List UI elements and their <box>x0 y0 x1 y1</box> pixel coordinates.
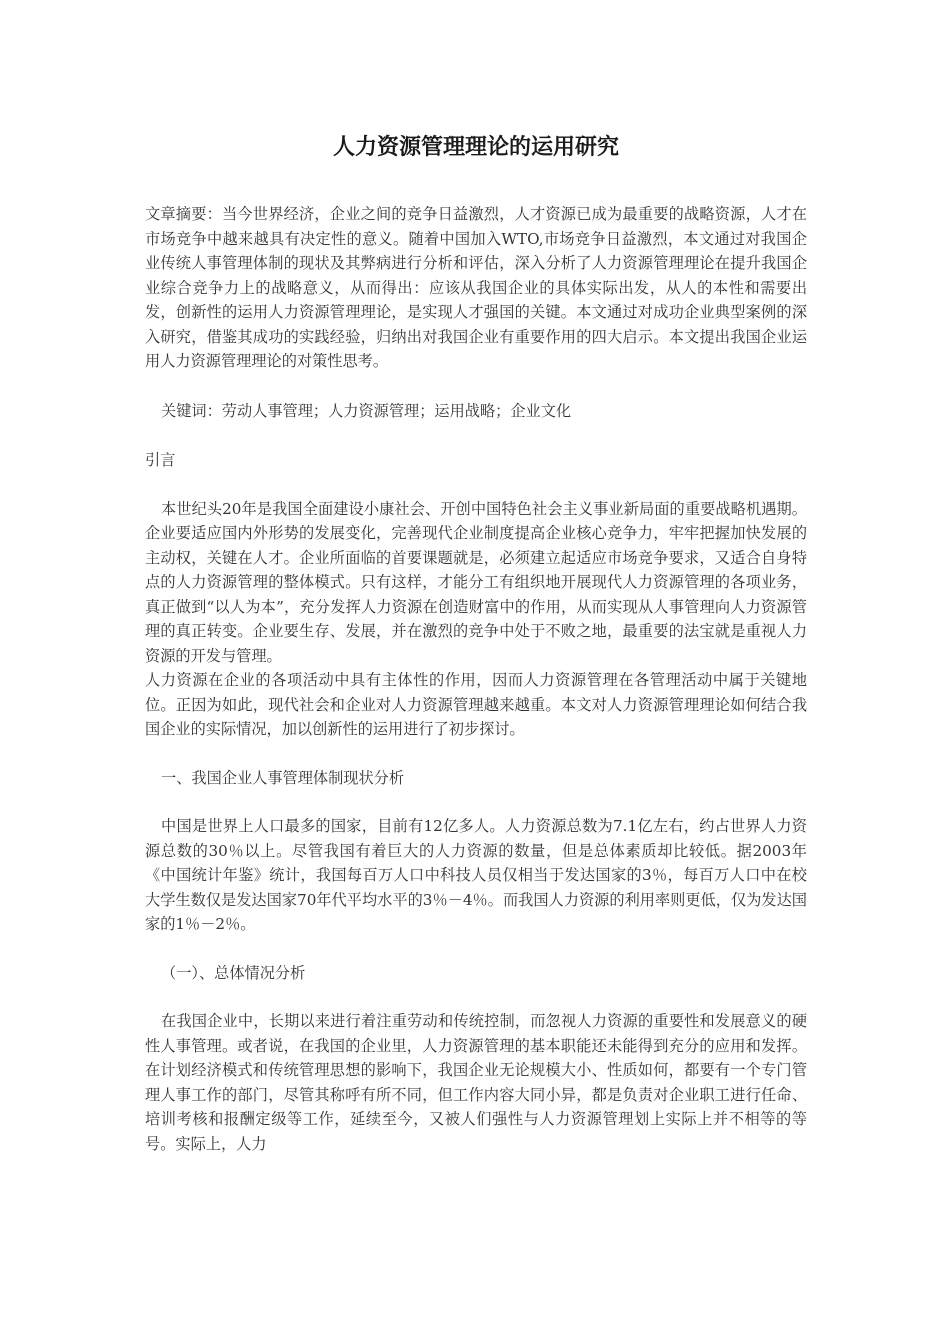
subsection-1-paragraph: 在我国企业中，长期以来进行着注重劳动和传统控制，而忽视人力资源的重要性和发展意义的硬性人事管理。或者说，在我国的企业里，人力资源管理的基本职能还未能得到充分的应用和发挥。在计划经济模式和传统管理思想的影响下，我国企业无论规模大小、性质如何，都要有一个专门管理人事工作的部门，尽管其称呼有所不同，但工作内容大同小异，都是负责对企业职工进行任命、培训考核和报酬定级等工作，延续至今，又被人们强性与人力资源管理划上实际上并不相等的等号。实际上，人力 <box>145 1012 807 1153</box>
document-page <box>145 132 807 1156</box>
intro-paragraph-2: 人力资源在企业的各项活动中具有主体性的作用，因而人力资源管理在各管理活动中属于关键地位。正因为如此，现代社会和企业对人力资源管理越来越重。本文对人力资源管理理论如何结合我国企业的实际情况，加以创新性的运用进行了初步探讨。 <box>145 671 807 738</box>
document-title: 人力资源管理理论的运用研究 <box>332 134 619 160</box>
section-heading-1: 一、我国企业人事管理体制现状分析 <box>161 768 404 787</box>
abstract-paragraph: 文章摘要：当今世界经济，企业之间的竞争日益激烈，人才资源已成为最重要的战略资源，人才在市场竞争中越来越具有决定性的意义。随着中国加入WTO,市场竞争日益激烈，本文通过对我国企业传统人事管理体制的现状及其弊病进行分析和评估，深入分析了人力资源管理理论在提升我国企业综合竞争力上的战略意义，从而得出：应该从我国企业的具体实际出发，从人的本性和需要出发，创新性的运用人力资源管理理论，是实现人才强国的关键。本文通过对成功企业典型案例的深入研究，借鉴其成功的实践经验，归纳出对我国企业有重要作用的四大启示。本文提出我国企业运用人力资源管理理论的对策性思考。 <box>145 205 807 370</box>
intro-paragraph-1: 本世纪头20年是我国全面建设小康社会、开创中国特色社会主义事业新局面的重要战略机遇期。企业要适应国内外形势的发展变化，完善现代企业制度提高企业核心竞争力，牢牢把握加快发展的主动权，关键在人才。企业所面临的首要课题就是，必须建立起适应市场竞争要求，又适合自身特点的人力资源管理的整体模式。只有这样，才能分工有组织地开展现代人力资源管理的各项业务，真正做到“以人为本”，充分发挥人力资源在创造财富中的作用，从而实现从人事管理向人力资源管理的真正转变。企业要生存、发展，并在激烈的竞争中处于不败之地，最重要的法宝就是重视人力资源的开发与管理。 <box>145 499 807 665</box>
keywords-line: 关键词：劳动人事管理；人力资源管理；运用战略；企业文化 <box>161 401 572 420</box>
subsection-heading-1: （一）、总体情况分析 <box>161 963 306 982</box>
intro-heading: 引言 <box>145 451 176 469</box>
section-1-paragraph: 中国是世界上人口最多的国家，目前有12亿多人。人力资源总数为7.1亿左右，约占世界人力资源总数的30％以上。尽管我国有着巨大的人力资源的数量，但是总体素质却比较低。据2003年《中国统计年鉴》统计，我国每百万人口中科技人员仅相当于发达国家的3％，每百万人口中在校大学生数仅是发达国家70年代平均水平的3％－4％。而我国人力资源的利用率则更低，仅为发达国家的1％－2％。 <box>145 817 807 933</box>
